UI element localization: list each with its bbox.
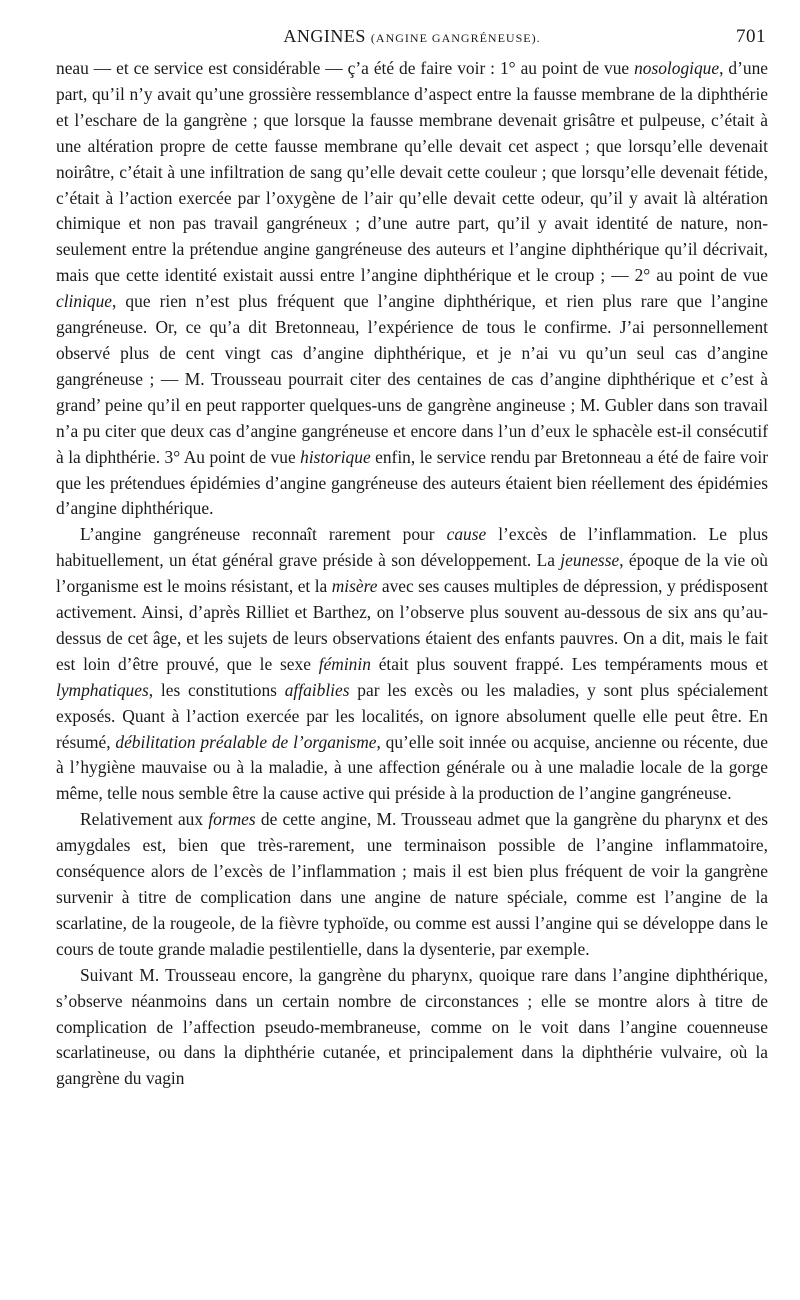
page-number: 701 (736, 26, 766, 47)
text-run: par les excès ou les maladies, y sont plus spécialement exposés. Quant à l’action exercée par les localités, on ignore absolument quelle elle peut être. En résumé, (56, 679, 768, 752)
italic-term: misère (331, 576, 378, 597)
text-run: l’excès de l’inflammation. Le plus habituellement, un état général grave préside à son développement. La (56, 524, 768, 571)
text-run: Suivant M. Trousseau encore, la gangrène du pharynx, quoique rare dans l’angine diphthérique, s’observe néanmoins dans un certain nombre de circonstances ; elle se montre alors à titre de complication de l’affection pseudo-membraneuse, comme on le voit dans l’angine couenneuse scarlatineuse, ou dans la diphthérie cutanée, et principalement dans la diphthérie vulvaire, où la gangrène du vagin (56, 964, 768, 1089)
text-run: , que rien n’est plus fréquent que l’angine diphthérique, et rien plus rare que l’angine gangréneuse. Or, ce qu’a dit Bretonneau, l’expérience de tous le confirme. J’ai personnellement observé plus de cent vingt cas d’angine diphthérique, et je n’ai vu qu’un seul cas d’angine gangréneuse ; — M. Trousseau pourrait citer des centaines de cas d’angine diphthérique et c’est à grand’ peine qu’il en peut rapporter quelques-uns de gangrène angineuse ; M. Gubler dans son travail n’a pu citer que deux cas d’angine gangréneuse et encore dans l’un d’eux le sphacèle est-il consécutif à la diphthérie. 3° Au point de vue (56, 291, 768, 467)
italic-term: jeunesse (560, 550, 620, 571)
text-run: avec ses causes multiples de dépression, y prédisposent activement. Ainsi, d’après Rilliet et Barthez, on l’observe plus souvent au-dessous de six ans qu’au-dessus de cet âge, et les sujets de leurs observations étaient des enfants pauvres. On a dit, mais le fait est loin d’être prouvé, que le sexe (56, 576, 768, 674)
text-run: , les constitutions (148, 679, 285, 700)
text-run: de cette angine, M. Trousseau admet que la gangrène du pharynx et des amygdales est, bien que très-rarement, une terminaison possible de l’angine inflammatoire, conséquence alors de l’excès de l’inflammation ; mais il est bien plus fréquent de voir la gangrène survenir à titre de complication dans une angine de nature spéciale, comme est l’angine de la scarlatine, de la rougeole, de la fièvre typhoïde, ou comme est aussi l’angine qui se développe dans le cours de toute grande maladie pestilentielle, dans la dysenterie, par exemple. (56, 809, 768, 959)
italic-term: clinique (56, 291, 113, 312)
text-run: , d’une part, qu’il n’y avait qu’une grossière ressemblance d’aspect entre la fausse membrane de la diphthérie et l’eschare de la gangrène ; que lorsque la fausse membrane devenait grisâtre et pulpeuse, c’était à une altération propre de cette fausse membrane qu’elle devait cet aspect ; que lorsqu’elle devenait noirâtre, c’était à une infiltration de sang qu’elle devait cette couleur ; que lorsqu’elle devenait fétide, c’était à l’action exercée par l’oxygène de l’air qu’elle devait cette odeur, qu’il y avait là altération chimique et non pas travail gangréneux ; d’une autre part, qu’il y avait identité de nature, non-seulement entre la prétendue angine gangréneuse des auteurs et l’angine diphthérique qu’il décrivait, mais que cette identité existait aussi entre l’angine diphthérique et le croup ; — 2° au point de vue (56, 58, 768, 286)
text-run: Relativement aux (80, 809, 209, 830)
italic-term: cause (446, 524, 487, 545)
text-run: , époque de la vie où l’organisme est le moins résistant, et la (56, 550, 768, 597)
paragraph (56, 963, 768, 1093)
paragraph (56, 56, 768, 522)
running-head (56, 26, 768, 52)
book-page (56, 26, 768, 1092)
italic-term: féminin (318, 653, 371, 674)
text-run: L’angine gangréneuse reconnaît rarement pour (80, 524, 447, 545)
text-run: neau — et ce service est considérable — ç’a été de faire voir : 1° au point de vue (56, 58, 635, 78)
paragraph (56, 807, 768, 962)
chapter-title: ANGINES (283, 26, 366, 46)
italic-term: affaiblies (284, 679, 350, 700)
italic-term: formes (208, 809, 256, 830)
paragraph (56, 522, 768, 807)
text-run: , qu’elle soit innée ou acquise, ancienne ou récente, due à l’hygiène mauvaise ou à la maladie, à une affection générale ou à une maladie locale de la gorge même, telle nous semble être la cause active qui préside à la production de l’angine gangréneuse. (56, 731, 768, 804)
italic-term: historique (300, 446, 371, 467)
running-title (283, 26, 540, 47)
italic-term: lymphatiques (56, 679, 149, 700)
text-run: enfin, le service rendu par Bretonneau a été de faire voir que les prétendues épidémies d’angine gangréneuse des auteurs étaient bien réellement des épidémies d’angine diphthérique. (56, 446, 768, 519)
text-run: était plus souvent frappé. Les tempéraments mous et (370, 653, 768, 674)
body-text (56, 56, 768, 1092)
italic-term: nosologique (634, 58, 720, 78)
chapter-subtitle: (ANGINE GANGRÉNEUSE). (370, 31, 541, 45)
italic-term: débilitation préalable de l’organisme (115, 731, 377, 752)
